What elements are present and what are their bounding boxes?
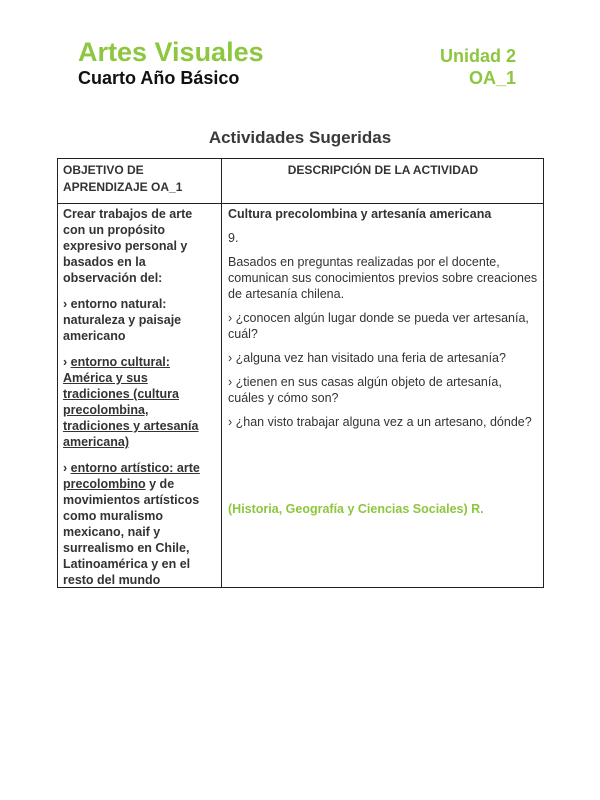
activity-question: › ¿alguna vez han visitado una feria de artesanía?: [228, 351, 506, 365]
objective-code: OA_1: [468, 68, 516, 88]
objective-item-artistic: [63, 460, 215, 588]
course-title: Artes Visuales: [78, 37, 264, 67]
section-title: Actividades Sugeridas: [208, 128, 392, 147]
objective-item-natural: [63, 296, 215, 344]
cross-curricular-reference: (Historia, Geografía y Ciencias Sociales) R.: [228, 502, 484, 516]
description-column-header: DESCRIPCIÓN DE LA ACTIVIDAD: [287, 163, 479, 177]
activity-question: › ¿conocen algún lugar donde se pueda ver artesanía, cuál?: [228, 311, 529, 341]
table-column-divider: [221, 159, 222, 587]
activity-description: Basados en preguntas realizadas por el docente, comunican sus conocimientos previos sobre creaciones de artesanía chilena.: [228, 255, 538, 301]
table-header-divider: [58, 203, 543, 204]
activity-cell: [228, 206, 540, 438]
unit-label: Unidad 2: [439, 46, 516, 66]
bullet-marker: ›: [63, 355, 71, 369]
bullet-marker: ›: [63, 297, 71, 311]
activity-question: › ¿tienen en sus casas algún objeto de artesanía, cuáles y cómo son?: [228, 375, 502, 405]
objective-item-artistic-underlined: entorno artístico: arte precolombino: [63, 461, 200, 491]
page-header: [78, 36, 516, 96]
objective-item-cultural: [63, 354, 215, 450]
bullet-marker: ›: [63, 461, 71, 475]
objective-cell: [63, 206, 215, 598]
activity-number: 9.: [228, 231, 239, 245]
course-grade: Cuarto Año Básico: [78, 68, 240, 88]
activity-question: › ¿han visto trabajar alguna vez a un artesano, dónde?: [228, 415, 532, 429]
objective-item-artistic-text: y de movimientos artísticos como muralismo mexicano, naif y surrealismo en Chile, Latinoamérica y en el resto del mundo: [63, 477, 200, 587]
activity-title: Cultura precolombina y artesanía americana: [228, 207, 492, 221]
objective-column-header: OBJETIVO DE APRENDIZAJE OA_1: [63, 163, 183, 194]
objective-item-natural-text: entorno natural: naturaleza y paisaje americano: [63, 297, 182, 343]
objective-item-cultural-text: entorno cultural: América y sus tradiciones (cultura precolombina, tradiciones y artesanía americana): [63, 355, 199, 449]
activities-table: [57, 158, 544, 588]
objective-intro: Crear trabajos de arte con un propósito expresivo personal y basados en la observación del:: [63, 207, 193, 285]
